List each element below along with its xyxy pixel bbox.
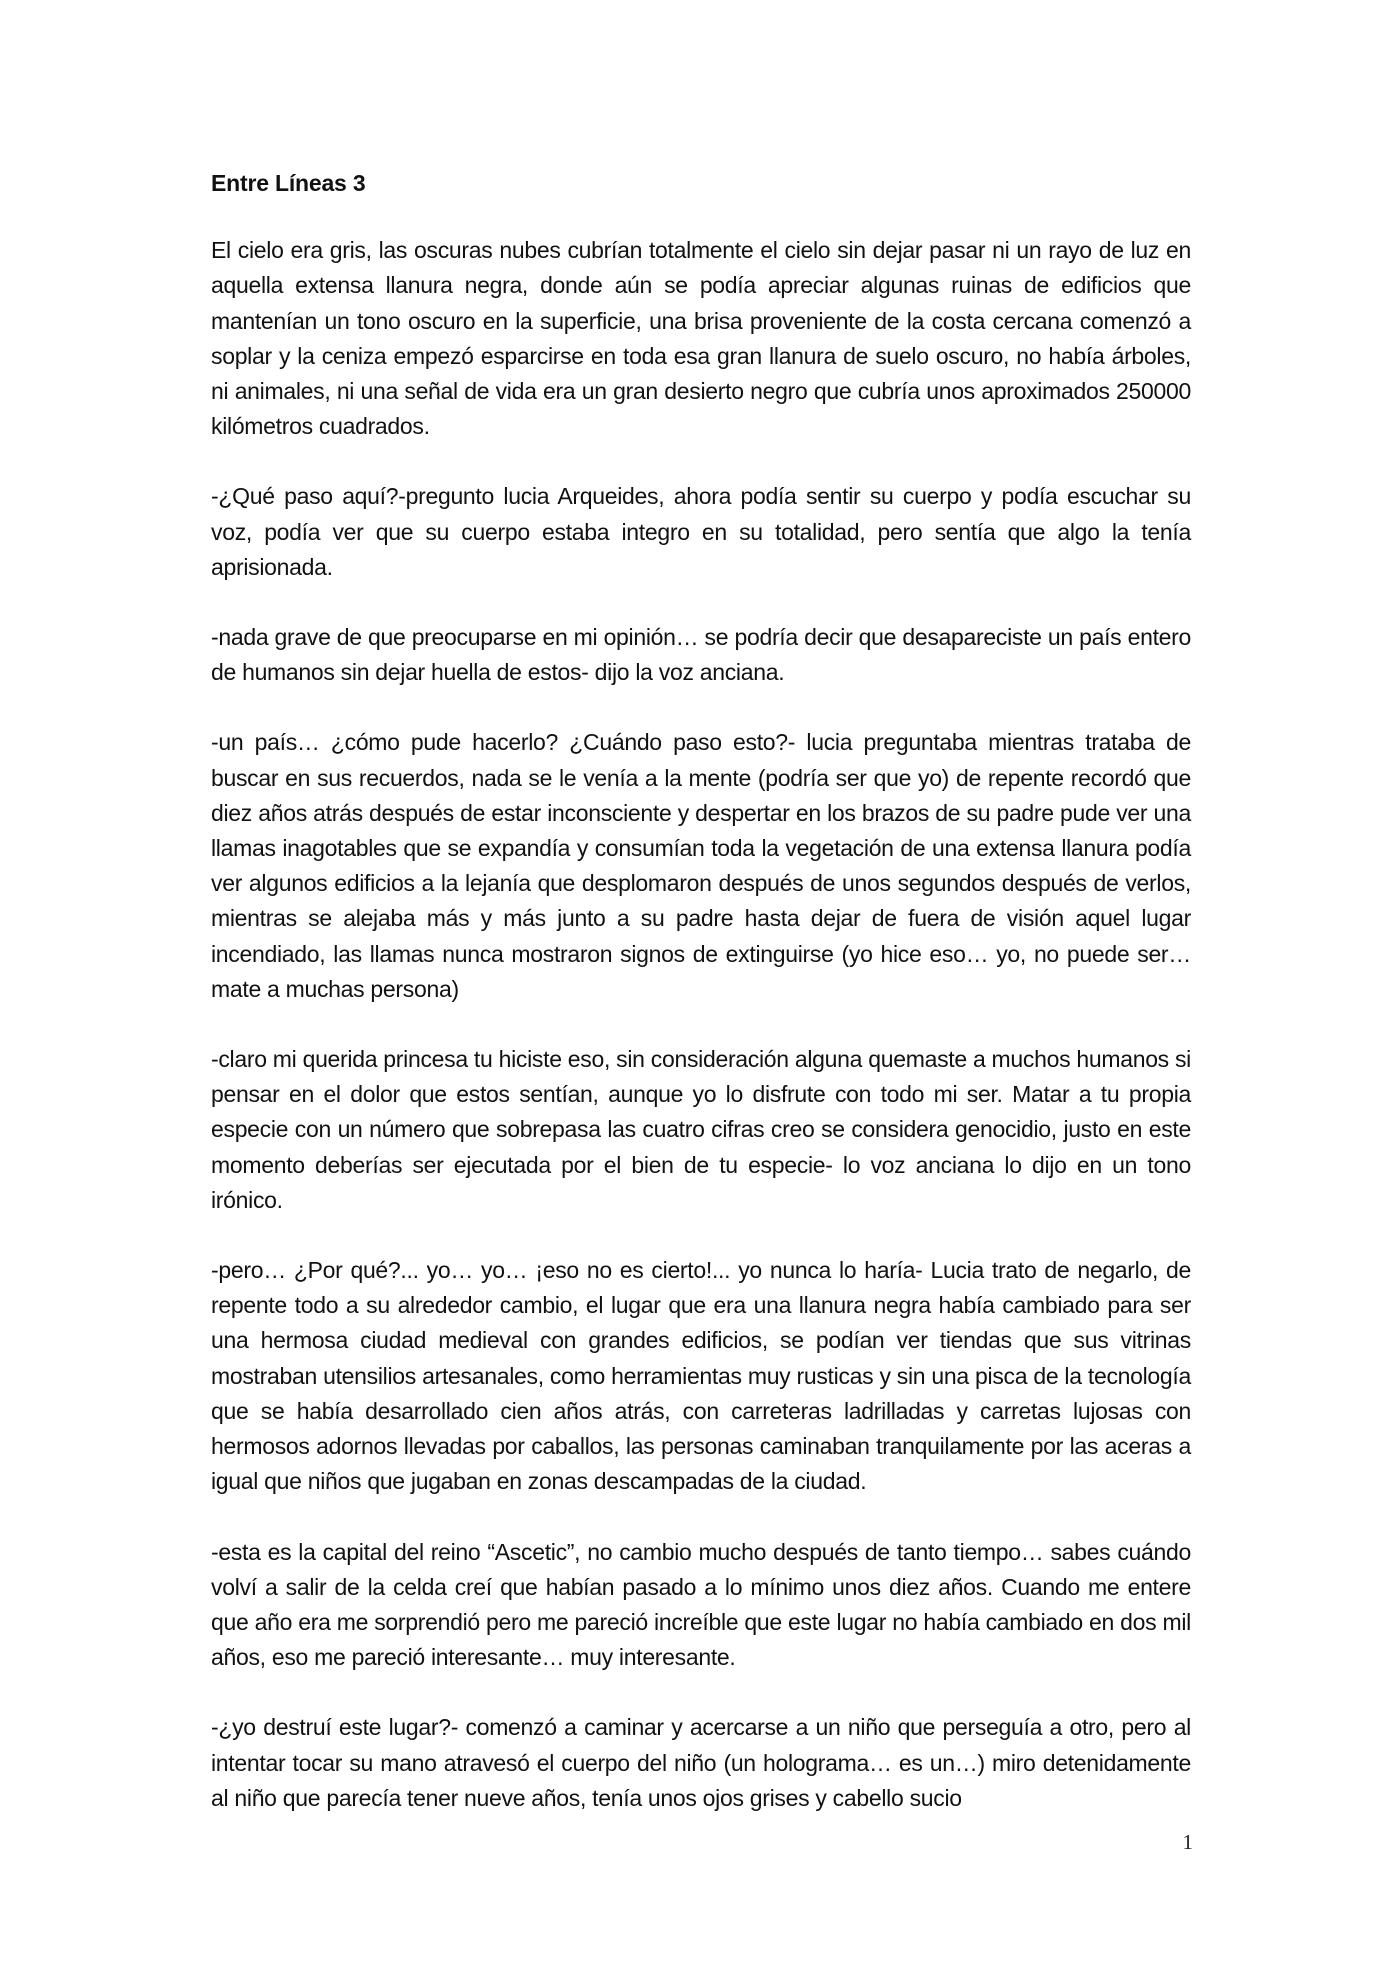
page-number: 1 (1182, 1830, 1193, 1854)
paragraph-8: -¿yo destruí este lugar?- comenzó a caminar y acercarse a un niño que perseguía a otro, pero al intentar tocar su mano atravesó el cuerpo del niño (un holograma… es un…) miro detenidamente al niño que parecía tener nueve años, tenía unos ojos grises y cabello sucio (211, 1714, 1191, 1811)
paragraph-5: -claro mi querida princesa tu hiciste eso, sin consideración alguna quemaste a muchos humanos si pensar en el dolor que estos sentían, aunque yo lo disfrute con todo mi ser. Matar a tu propia especie con un número que sobrepasa las cuatro cifras creo se considera genocidio, justo en este momento deberías ser ejecutada por el bien de tu especie- lo voz anciana lo dijo en un tono irónico. (211, 1046, 1191, 1213)
paragraph-4: -un país… ¿cómo pude hacerlo? ¿Cuándo paso esto?- lucia preguntaba mientras trataba de buscar en sus recuerdos, nada se le venía a la mente (podría ser que yo) de repente recordó que diez años atrás después de estar inconsciente y despertar en los brazos de su padre pude ver una llamas inagotables que se expandía y consumían toda la vegetación de una extensa llanura podía ver algunos edificios a la lejanía que desplomaron después de unos segundos después de verlos, mientras se alejaba más y más junto a su padre hasta dejar de fuera de visión aquel lugar incendiado, las llamas nunca mostraron signos de extinguirse (yo hice eso… yo, no puede ser… mate a muchas persona) (211, 729, 1191, 1002)
document-title: Entre Líneas 3 (211, 170, 366, 196)
paragraph-7: -esta es la capital del reino “Ascetic”, no cambio mucho después de tanto tiempo… sabes cuándo volví a salir de la celda creí que habían pasado a lo mínimo unos diez años. Cuando me entere que año era me sorprendió pero me pareció increíble que este lugar no había cambiado en dos mil años, eso me pareció interesante… muy interesante. (211, 1538, 1191, 1671)
paragraph-3: -nada grave de que preocuparse en mi opinión… se podría decir que desapareciste un país entero de humanos sin dejar huella de estos- dijo la voz anciana. (211, 624, 1191, 686)
paragraph-6: -pero… ¿Por qué?... yo… yo… ¡eso no es cierto!... yo nunca lo haría- Lucia trato de negarlo, de repente todo a su alrededor cambio, el lugar que era una llanura negra había cambiado para ser una hermosa ciudad medieval con grandes edificios, se podían ver tiendas que sus vitrinas mostraban utensilios artesanales, como herramientas muy rusticas y sin una pisca de la tecnología que se había desarrollado cien años atrás, con carreteras ladrilladas y carretas lujosas con hermosos adornos llevadas por caballos, las personas caminaban tranquilamente por las aceras a igual que niños que jugaban en zonas descampadas de la ciudad. (211, 1257, 1191, 1495)
paragraph-2: -¿Qué paso aquí?-pregunto lucia Arqueides, ahora podía sentir su cuerpo y podía escuchar su voz, podía ver que su cuerpo estaba integro en su totalidad, pero sentía que algo la tenía aprisionada. (211, 483, 1191, 580)
paragraph-1: El cielo era gris, las oscuras nubes cubrían totalmente el cielo sin dejar pasar ni un rayo de luz en aquella extensa llanura negra, donde aún se podía apreciar algunas ruinas de edificios que mantenían un tono oscuro en la superficie, una brisa proveniente de la costa cercana comenzó a soplar y la ceniza empezó esparcirse en toda esa gran llanura de suelo oscuro, no había árboles, ni animales, ni una señal de vida era un gran desierto negro que cubría unos aproximados 250000 kilómetros cuadrados. (211, 237, 1191, 440)
document-body (211, 166, 1191, 1851)
